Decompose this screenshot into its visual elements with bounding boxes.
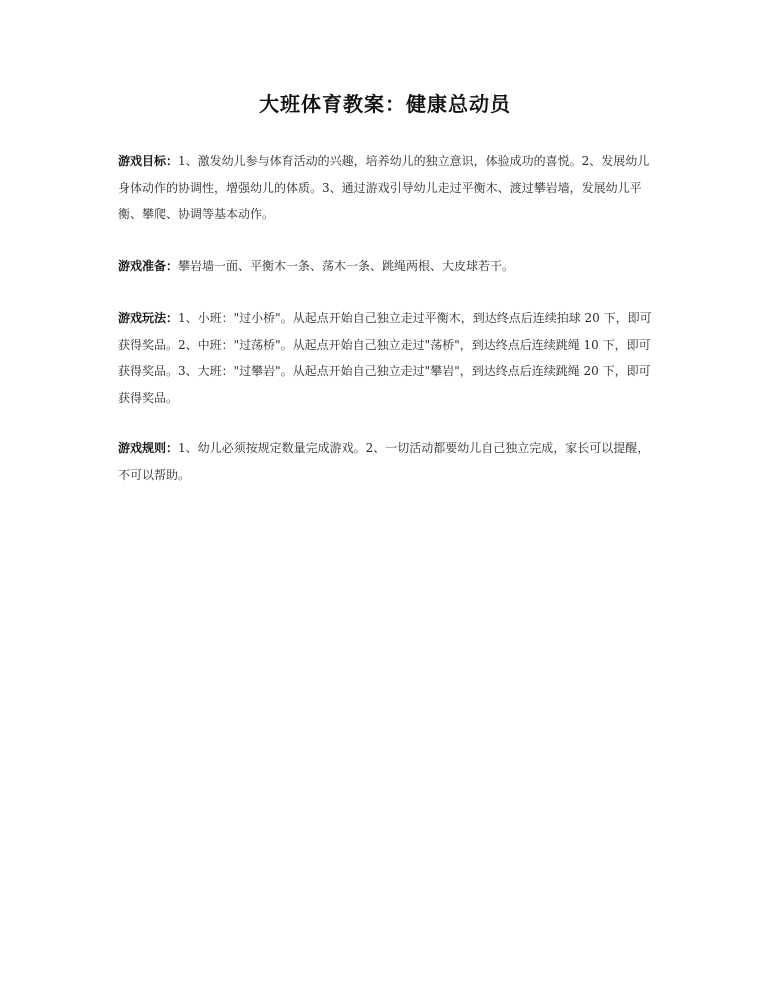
page-title: 大班体育教案：健康总动员 <box>259 92 511 116</box>
section-gameplay <box>118 305 658 411</box>
section-label: 游戏规则： <box>118 441 179 455</box>
section-label: 游戏目标： <box>118 154 179 168</box>
section-preparation <box>118 253 658 280</box>
section-goals <box>118 148 658 228</box>
section-text: 1、小班："过小桥"。从起点开始自己独立走过平衡木，到达终点后连续拍球 20 下，即可获得奖品。2、中班："过荡桥"。从起点开始自己独立走过"荡桥"，到达终点后连续跳绳 10 下，即可获得奖品。3、大班："过攀岩"。从起点开始自己独立走过"攀岩"，到达终点后连续跳绳 20 下，即可获得奖品。 <box>118 311 652 405</box>
section-text: 1、幼儿必须按规定数量完成游戏。2、一切活动都要幼儿自己独立完成，家长可以提醒，不可以帮助。 <box>118 441 650 482</box>
section-rules <box>118 435 658 488</box>
section-text: 攀岩墙一面、平衡木一条、荡木一条、跳绳两根、大皮球若干。 <box>178 259 515 273</box>
section-label: 游戏玩法： <box>118 311 179 325</box>
section-label: 游戏准备： <box>118 259 179 273</box>
section-text: 1、激发幼儿参与体育活动的兴趣，培养幼儿的独立意识，体验成功的喜悦。2、发展幼儿身体动作的协调性，增强幼儿的体质。3、通过游戏引导幼儿走过平衡木、渡过攀岩墙，发展幼儿平衡、攀爬、协调等基本动作。 <box>118 154 650 221</box>
